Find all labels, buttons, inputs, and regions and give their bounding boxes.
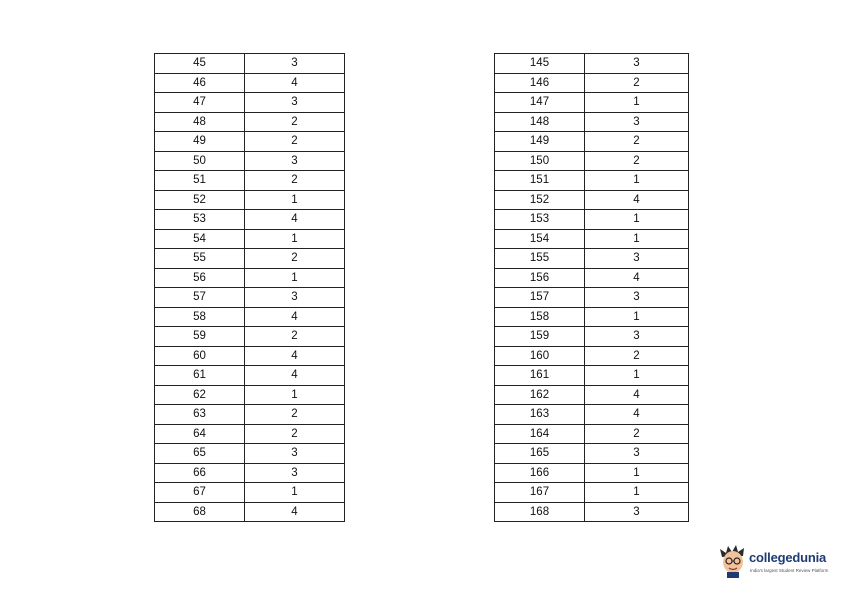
table-row (495, 463, 689, 483)
question-number-cell: 150 (495, 151, 585, 171)
table-row (155, 132, 345, 152)
question-number-cell: 46 (155, 73, 245, 93)
question-number-cell: 60 (155, 346, 245, 366)
table-row (495, 132, 689, 152)
question-number-cell: 52 (155, 190, 245, 210)
table-row (495, 93, 689, 113)
question-number-cell: 156 (495, 268, 585, 288)
question-number-cell: 145 (495, 54, 585, 74)
question-number-cell: 163 (495, 405, 585, 425)
table-row (495, 385, 689, 405)
table-row (155, 502, 345, 522)
collegedunia-logo (718, 544, 834, 580)
table-row (155, 171, 345, 191)
table-row (155, 424, 345, 444)
question-number-cell: 159 (495, 327, 585, 347)
table-row (155, 288, 345, 308)
answer-cell: 1 (585, 307, 689, 327)
question-number-cell: 147 (495, 93, 585, 113)
answer-key-table-right (494, 53, 689, 522)
question-number-cell: 155 (495, 249, 585, 269)
answer-cell: 3 (585, 54, 689, 74)
answer-cell: 2 (585, 151, 689, 171)
question-number-cell: 149 (495, 132, 585, 152)
table-row (155, 190, 345, 210)
answer-cell: 3 (245, 54, 345, 74)
question-number-cell: 168 (495, 502, 585, 522)
table-row (495, 366, 689, 386)
answer-cell: 1 (245, 190, 345, 210)
question-number-cell: 154 (495, 229, 585, 249)
mascot-icon (718, 544, 748, 578)
answer-cell: 2 (585, 424, 689, 444)
table-row (155, 327, 345, 347)
table-row (155, 307, 345, 327)
answer-key-table-left (154, 53, 345, 522)
answer-cell: 2 (245, 171, 345, 191)
table-row (495, 229, 689, 249)
table-row (155, 73, 345, 93)
table-row (495, 327, 689, 347)
table-row (495, 249, 689, 269)
question-number-cell: 161 (495, 366, 585, 386)
table-row (495, 171, 689, 191)
answer-cell: 4 (245, 366, 345, 386)
table-row (155, 112, 345, 132)
answer-cell: 2 (245, 405, 345, 425)
answer-cell: 2 (585, 132, 689, 152)
table-row (155, 54, 345, 74)
question-number-cell: 56 (155, 268, 245, 288)
answer-cell: 2 (245, 249, 345, 269)
question-number-cell: 165 (495, 444, 585, 464)
question-number-cell: 55 (155, 249, 245, 269)
answer-cell: 1 (245, 385, 345, 405)
question-number-cell: 59 (155, 327, 245, 347)
answer-cell: 3 (245, 463, 345, 483)
answer-cell: 1 (585, 463, 689, 483)
table-row (495, 210, 689, 230)
answer-cell: 3 (585, 327, 689, 347)
answer-cell: 4 (245, 502, 345, 522)
question-number-cell: 45 (155, 54, 245, 74)
question-number-cell: 151 (495, 171, 585, 191)
table-row (495, 112, 689, 132)
question-number-cell: 61 (155, 366, 245, 386)
answer-cell: 3 (585, 288, 689, 308)
answer-cell: 2 (245, 327, 345, 347)
table-row (155, 346, 345, 366)
table-row (495, 307, 689, 327)
table-row (155, 405, 345, 425)
question-number-cell: 54 (155, 229, 245, 249)
question-number-cell: 63 (155, 405, 245, 425)
table-row (155, 229, 345, 249)
table-row (495, 268, 689, 288)
question-number-cell: 66 (155, 463, 245, 483)
question-number-cell: 167 (495, 483, 585, 503)
question-number-cell: 49 (155, 132, 245, 152)
table-row (155, 483, 345, 503)
question-number-cell: 50 (155, 151, 245, 171)
question-number-cell: 148 (495, 112, 585, 132)
answer-cell: 1 (245, 229, 345, 249)
table-row (495, 288, 689, 308)
table-row (495, 151, 689, 171)
question-number-cell: 48 (155, 112, 245, 132)
answer-cell: 3 (245, 288, 345, 308)
table-row (495, 346, 689, 366)
brand-tagline: India's largest Student Review Platform (750, 568, 829, 573)
answer-cell: 2 (585, 73, 689, 93)
question-number-cell: 157 (495, 288, 585, 308)
table-row (155, 268, 345, 288)
table-row (495, 190, 689, 210)
answer-cell: 3 (245, 93, 345, 113)
table-row (155, 444, 345, 464)
answer-cell: 1 (585, 229, 689, 249)
table-row (155, 366, 345, 386)
question-number-cell: 166 (495, 463, 585, 483)
question-number-cell: 65 (155, 444, 245, 464)
table-row (495, 483, 689, 503)
brand-name: collegedunia (749, 550, 827, 565)
answer-cell: 2 (245, 132, 345, 152)
table-row (495, 54, 689, 74)
question-number-cell: 47 (155, 93, 245, 113)
answer-cell: 2 (245, 424, 345, 444)
answer-cell: 4 (245, 307, 345, 327)
answer-cell: 4 (585, 190, 689, 210)
question-number-cell: 68 (155, 502, 245, 522)
answer-cell: 4 (585, 405, 689, 425)
question-number-cell: 162 (495, 385, 585, 405)
answer-cell: 3 (585, 249, 689, 269)
table-row (155, 249, 345, 269)
question-number-cell: 160 (495, 346, 585, 366)
table-row (495, 73, 689, 93)
answer-cell: 1 (585, 93, 689, 113)
answer-cell: 1 (585, 366, 689, 386)
question-number-cell: 164 (495, 424, 585, 444)
question-number-cell: 51 (155, 171, 245, 191)
table-row (155, 210, 345, 230)
answer-cell: 3 (585, 444, 689, 464)
answer-cell: 2 (245, 112, 345, 132)
answer-cell: 1 (245, 268, 345, 288)
answer-cell: 4 (245, 346, 345, 366)
question-number-cell: 53 (155, 210, 245, 230)
question-number-cell: 58 (155, 307, 245, 327)
answer-cell: 3 (245, 444, 345, 464)
table-row (155, 463, 345, 483)
table-row (495, 424, 689, 444)
question-number-cell: 153 (495, 210, 585, 230)
answer-cell: 2 (585, 346, 689, 366)
answer-cell: 4 (585, 268, 689, 288)
answer-cell: 1 (245, 483, 345, 503)
answer-cell: 4 (585, 385, 689, 405)
question-number-cell: 67 (155, 483, 245, 503)
answer-cell: 3 (585, 112, 689, 132)
answer-cell: 3 (245, 151, 345, 171)
question-number-cell: 146 (495, 73, 585, 93)
question-number-cell: 152 (495, 190, 585, 210)
table-row (495, 502, 689, 522)
table-row (155, 385, 345, 405)
answer-cell: 4 (245, 73, 345, 93)
table-row (155, 151, 345, 171)
question-number-cell: 62 (155, 385, 245, 405)
answer-cell: 4 (245, 210, 345, 230)
answer-cell: 3 (585, 502, 689, 522)
table-row (155, 93, 345, 113)
question-number-cell: 64 (155, 424, 245, 444)
question-number-cell: 158 (495, 307, 585, 327)
table-row (495, 405, 689, 425)
answer-cell: 1 (585, 483, 689, 503)
answer-cell: 1 (585, 210, 689, 230)
question-number-cell: 57 (155, 288, 245, 308)
table-row (495, 444, 689, 464)
answer-cell: 1 (585, 171, 689, 191)
